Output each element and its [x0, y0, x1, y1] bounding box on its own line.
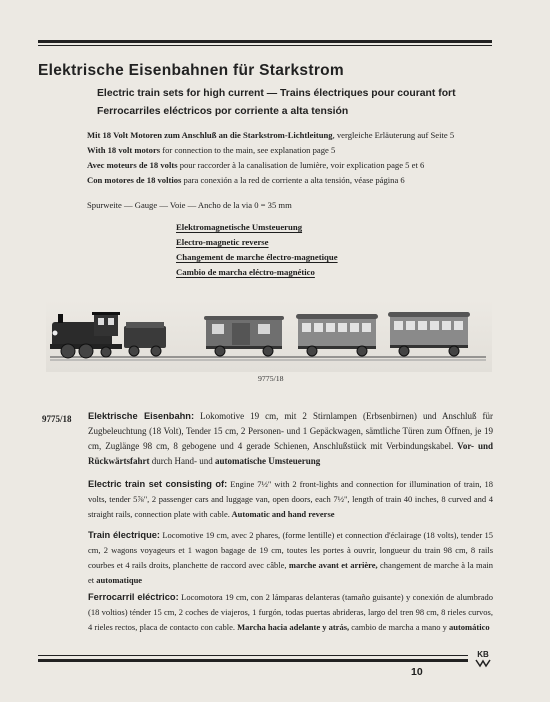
kb-logo-text: KB — [477, 650, 489, 659]
intro-spanish: Con motores de 18 voltios para conexión a la red de corriente a alta tensión, véase página 6 — [87, 175, 405, 185]
reverse-label-english: Electro-magnetic reverse — [176, 237, 269, 247]
reverse-label-french: Changement de marche électro-magnetique — [176, 252, 338, 262]
gauge-line: Spurweite — Gauge — Voie — Ancho de la via 0 = 35 mm — [87, 200, 292, 210]
description-spanish: Ferrocarril eléctrico: Locomotora 19 cm, con 2 lámparas delanteras (tamaño guisante) y conexión de alumbrado (18 voltios) ténder 15 cm, 2 coches de viajeros, 1 furgón, todas puertas abrideras, largo del tren 98 cm, 8 rieles curvos, 4 rieles rectos, placa de contacto con cable. Marcha hacia adelante y atrás, cambio de marcha a mano y automático — [88, 592, 493, 632]
item-number: 9775/18 — [42, 414, 72, 424]
subtitle-spanish: Ferrocarriles eléctricos por corriente a alta tensión — [97, 106, 349, 117]
description-french: Train électrique: Locomotive 19 cm, avec 2 phares, (forme lentille) et connection d'éclairage (18 volts), tender 15 cm, 2 wagons voyageurs et 1 wagon bagage de 19 cm, toutes les portes à ouvrir, longueur du train 98 cm, 8 rails courbes et 4 rails droits, planchette de raccord avec câble, marche avant et arrière, changement de marche à la main et automatique — [88, 530, 493, 585]
bottom-rule — [38, 659, 468, 662]
page-title: Elektrische Eisenbahnen für Starkstrom — [38, 62, 344, 79]
reverse-label-spanish: Cambio de marcha eléctro-magnético — [176, 267, 315, 277]
top-rule-thin — [38, 45, 492, 46]
top-rule — [38, 40, 492, 43]
intro-german: Mit 18 Volt Motoren zum Anschluß an die Starkstrom-Lichtleitung, vergleiche Erläuterung auf Seite 5 — [87, 130, 455, 140]
bottom-rule-thin — [38, 655, 468, 656]
intro-english: With 18 volt motors for connection to the main, see explanation page 5 — [87, 145, 336, 155]
train-set-photo — [46, 300, 492, 372]
description-english: Electric train set consisting of: Engine 7½" with 2 front-lights and connection for illumination of train, 18 volts, tender 5⅞", 2 passenger cars and luggage van, open doors, each 7½", length of train 40 inches, 8 curved and 4 straight rails, connection plate with cable. Automatic and hand reverse — [88, 479, 493, 519]
intro-french: Avec moteurs de 18 volts pour raccorder à la canalisation de lumière, voir explication page 5 et 6 — [87, 160, 425, 170]
kb-logo-icon — [474, 649, 492, 669]
reverse-label-german: Elektromagnetische Umsteuerung — [176, 222, 303, 232]
photo-caption: 9775/18 — [258, 374, 284, 383]
page-number: 10 — [411, 666, 423, 678]
description-german: Elektrische Eisenbahn: Lokomotive 19 cm, mit 2 Stirnlampen (Erbsenbirnen) und Anschluß für Zugbeleuchtung (18 Volt), Tender 15 cm, 2 Personen- und 1 Gepäckwagen, sämtliche Türen zum Öffnen, je 19 cm, Zuglänge 98 cm, 8 gebogene und 4 gerade Schienen, Anschlußstück mit Verbindungskabel. Vor- und Rückwärtsfahrt durch Hand- und automatische Umsteuerung — [88, 411, 493, 466]
subtitle-english-french: Electric train sets for high current — Trains électriques pour courant fort — [97, 88, 456, 99]
